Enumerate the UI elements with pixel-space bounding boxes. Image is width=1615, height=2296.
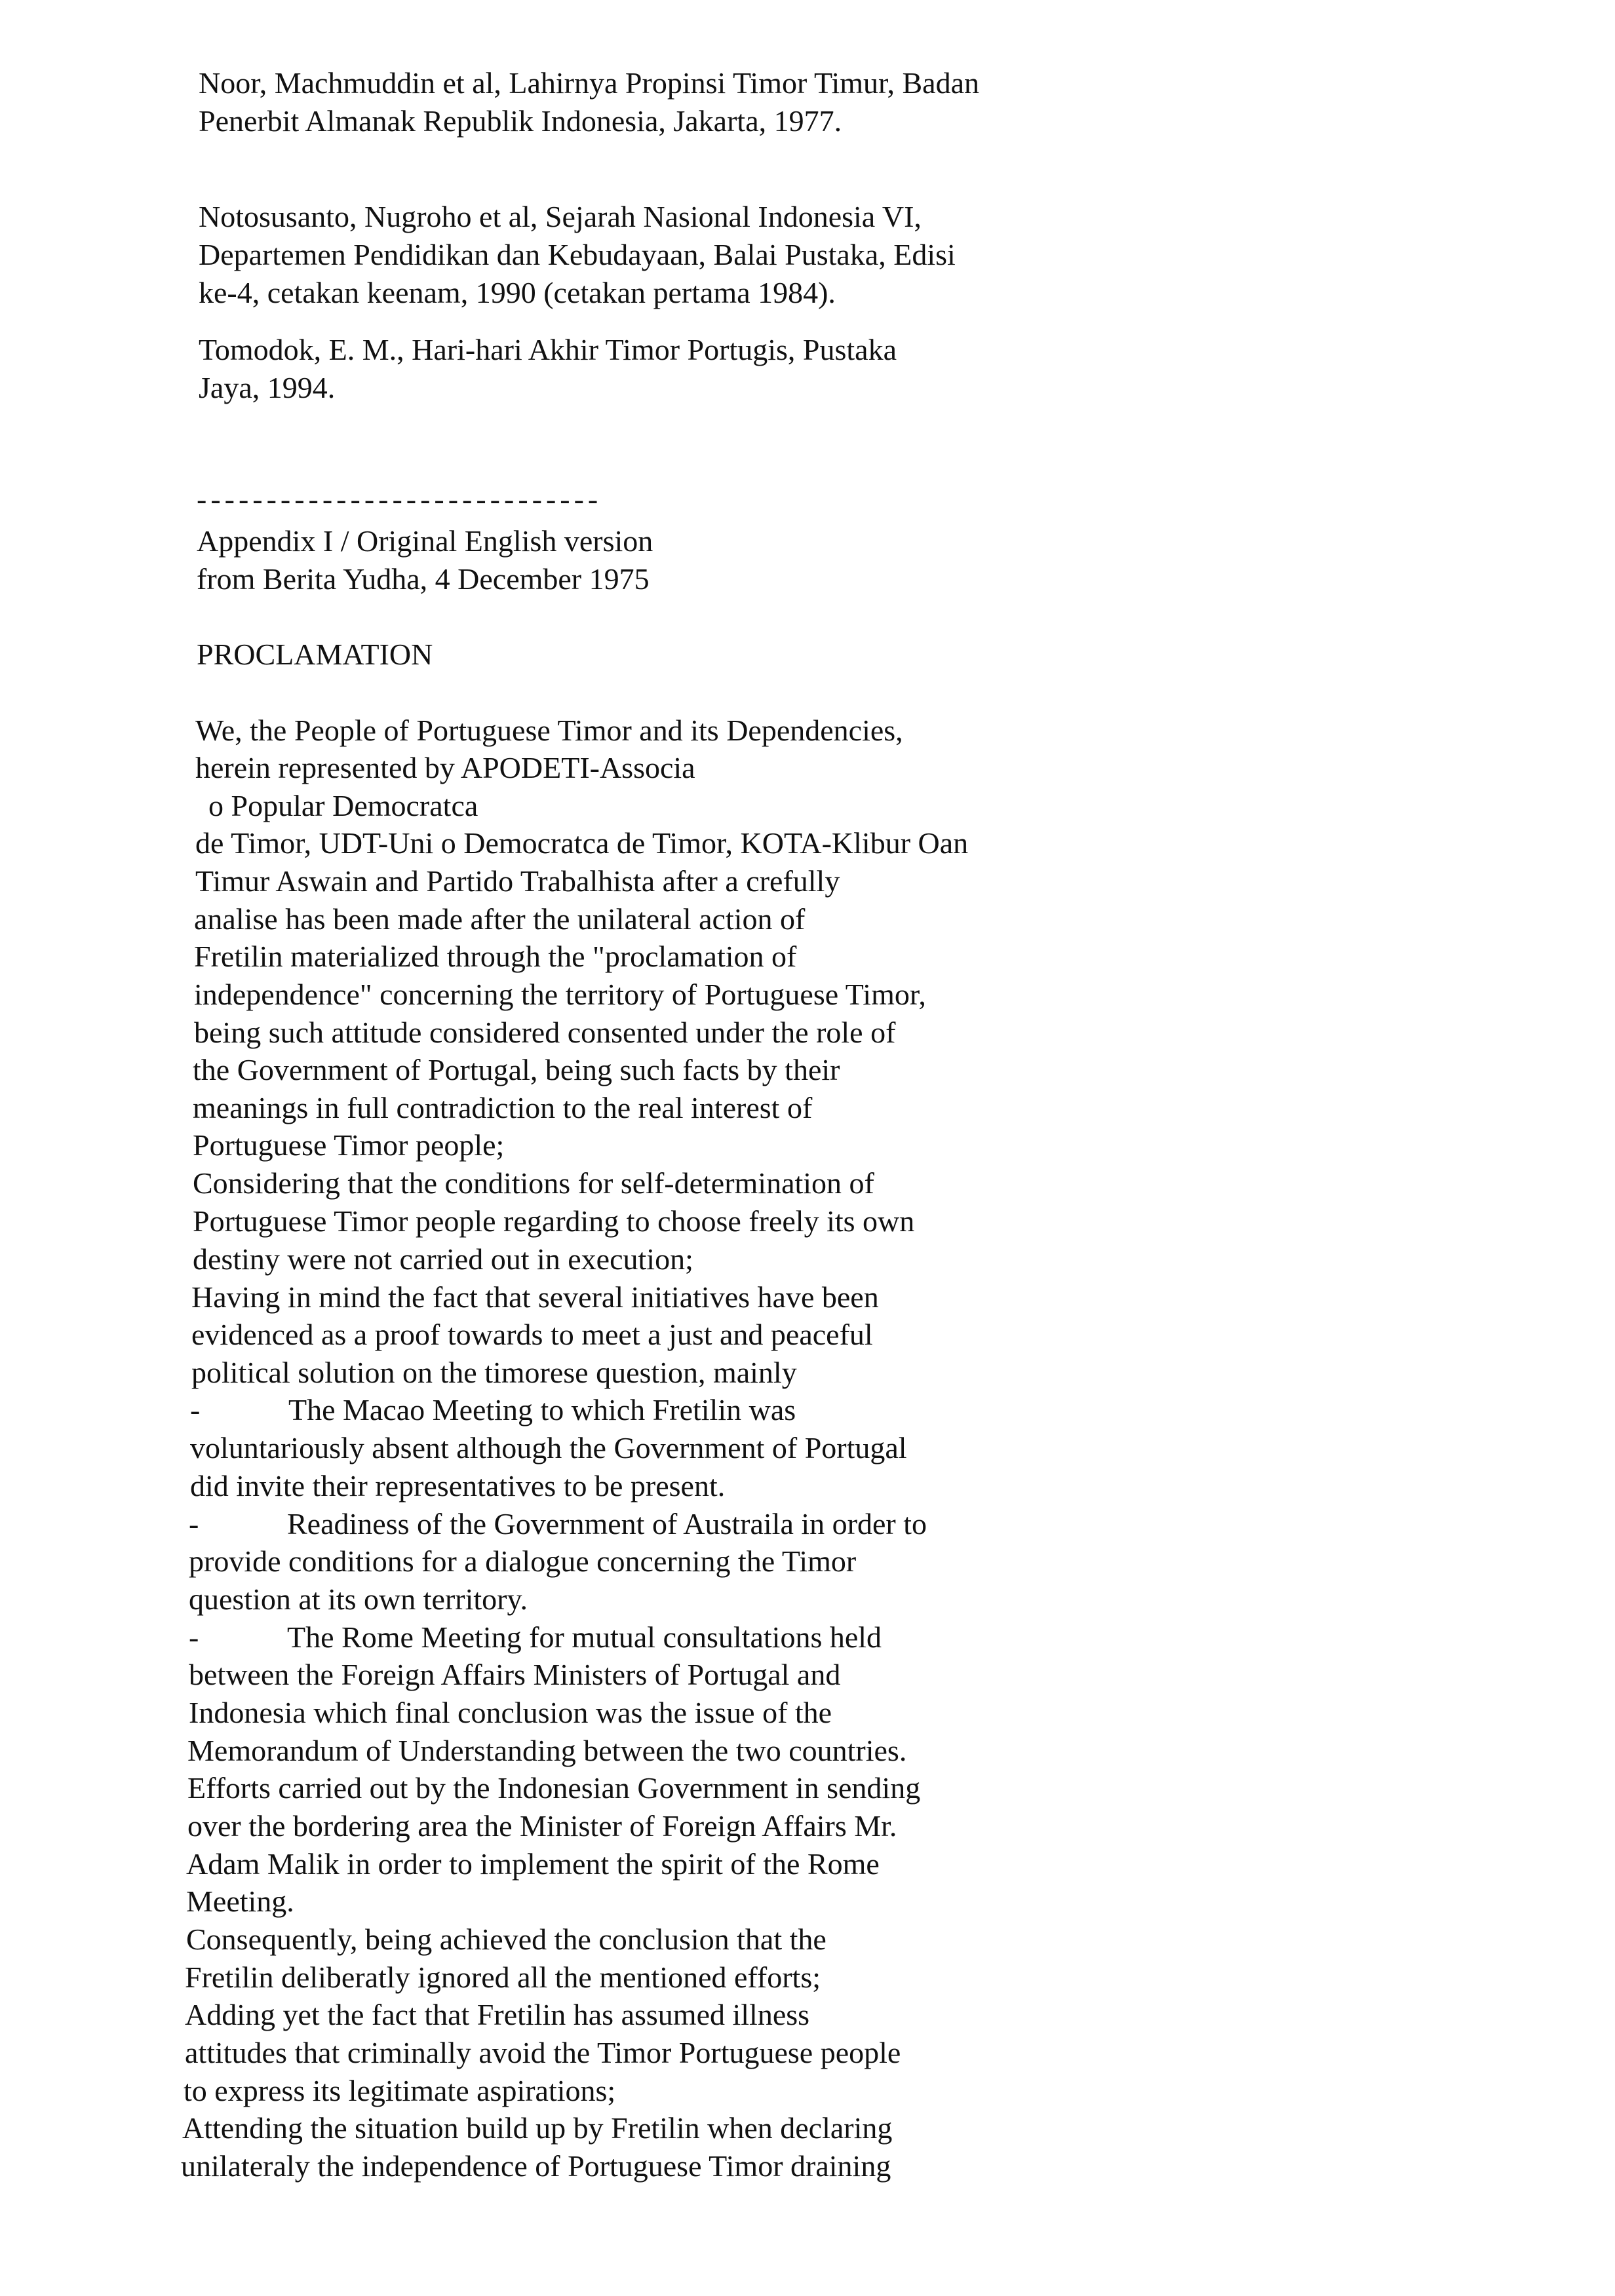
proclamation-title: PROCLAMATION — [197, 638, 433, 671]
list-dash: - — [190, 1393, 201, 1426]
reference-1-line-1: Noor, Machmuddin et al, Lahirnya Propinsi Timor Timur, Badan — [199, 66, 980, 100]
body-line: Attending the situation build up by Fretilin when declaring — [182, 2111, 893, 2145]
body-line: Adding yet the fact that Fretilin has assumed illness — [185, 1998, 810, 2031]
reference-2-line-2: Departemen Pendidikan dan Kebudayaan, Balai Pustaka, Edisi — [199, 238, 956, 271]
body-line: evidenced as a proof towards to meet a just and peaceful — [191, 1318, 873, 1351]
body-dash-item — [189, 1618, 882, 1656]
body-line: Meeting. — [186, 1885, 294, 1918]
body-line: analise has been made after the unilateral action of — [194, 902, 806, 936]
body-line: Efforts carried out by the Indonesian Government in sending — [187, 1771, 921, 1805]
body-line: Memorandum of Understanding between the two countries. — [187, 1734, 907, 1767]
body-line: Adam Malik in order to implement the spirit of the Rome — [186, 1847, 880, 1881]
body-line: meanings in full contradiction to the real interest of — [193, 1091, 813, 1124]
body-dash-item — [189, 1505, 927, 1543]
appendix-title: Appendix I / Original English version — [197, 524, 653, 558]
list-dash: - — [189, 1620, 199, 1654]
dash-item-text: The Macao Meeting to which Fretilin was — [288, 1393, 796, 1426]
reference-3-line-2: Jaya, 1994. — [199, 371, 336, 404]
reference-3-line-1: Tomodok, E. M., Hari-hari Akhir Timor Portugis, Pustaka — [199, 333, 897, 366]
body-line: Having in mind the fact that several initiatives have been — [191, 1280, 879, 1314]
body-line: between the Foreign Affairs Ministers of Portugal and — [189, 1658, 841, 1691]
body-dash-item — [190, 1391, 796, 1429]
body-line: the Government of Portugal, being such facts by their — [193, 1053, 840, 1086]
body-line: herein represented by APODETI-Associa — [195, 751, 695, 784]
body-line: Portuguese Timor people; — [193, 1128, 505, 1162]
body-line: being such attitude considered consented under the role of — [194, 1016, 896, 1049]
body-line: Fretilin materialized through the "proclamation of — [194, 940, 797, 973]
body-line: question at its own territory. — [189, 1582, 528, 1616]
body-line: Fretilin deliberatly ignored all the mentioned efforts; — [185, 1961, 821, 1994]
body-line: Considering that the conditions for self-determination of — [193, 1166, 874, 1200]
body-line: over the bordering area the Minister of Foreign Affairs Mr. — [187, 1809, 897, 1843]
body-line: We, the People of Portuguese Timor and its Dependencies, — [195, 714, 903, 747]
body-line: de Timor, UDT-Uni o Democratca de Timor, KOTA-Klibur Oan — [195, 826, 969, 860]
dash-item-text: Readiness of the Government of Austraila in order to — [287, 1507, 927, 1540]
body-line: o Popular Democratca — [208, 789, 478, 822]
dash-item-text: The Rome Meeting for mutual consultations held — [287, 1620, 882, 1654]
body-line: to express its legitimate aspirations; — [184, 2074, 616, 2107]
body-line: Portuguese Timor people regarding to choose freely its own — [193, 1204, 915, 1238]
body-line: destiny were not carried out in execution; — [193, 1242, 693, 1276]
body-line: attitudes that criminally avoid the Timor Portuguese people — [185, 2036, 901, 2069]
reference-1-line-2: Penerbit Almanak Republik Indonesia, Jakarta, 1977. — [199, 104, 842, 138]
separator-rule: ----------------------------- — [197, 482, 602, 516]
body-line: political solution on the timorese question, mainly — [191, 1356, 797, 1389]
reference-2-line-1: Notosusanto, Nugroho et al, Sejarah Nasional Indonesia VI, — [199, 200, 922, 233]
body-line: independence" concerning the territory of Portuguese Timor, — [194, 978, 926, 1011]
list-dash: - — [189, 1507, 199, 1540]
body-line: voluntariously absent although the Government of Portugal — [190, 1431, 907, 1464]
body-line: provide conditions for a dialogue concerning the Timor — [189, 1544, 857, 1578]
body-line: Timur Aswain and Partido Trabalhista after a crefully — [195, 864, 840, 898]
body-line: did invite their representatives to be present. — [190, 1469, 726, 1502]
body-line: Consequently, being achieved the conclusion that the — [186, 1923, 827, 1956]
body-line: Indonesia which final conclusion was the issue of the — [189, 1696, 832, 1729]
reference-2-line-3: ke-4, cetakan keenam, 1990 (cetakan pertama 1984). — [199, 276, 836, 309]
body-line: unilateraly the independence of Portuguese Timor draining — [181, 2149, 891, 2183]
appendix-source: from Berita Yudha, 4 December 1975 — [197, 562, 650, 596]
